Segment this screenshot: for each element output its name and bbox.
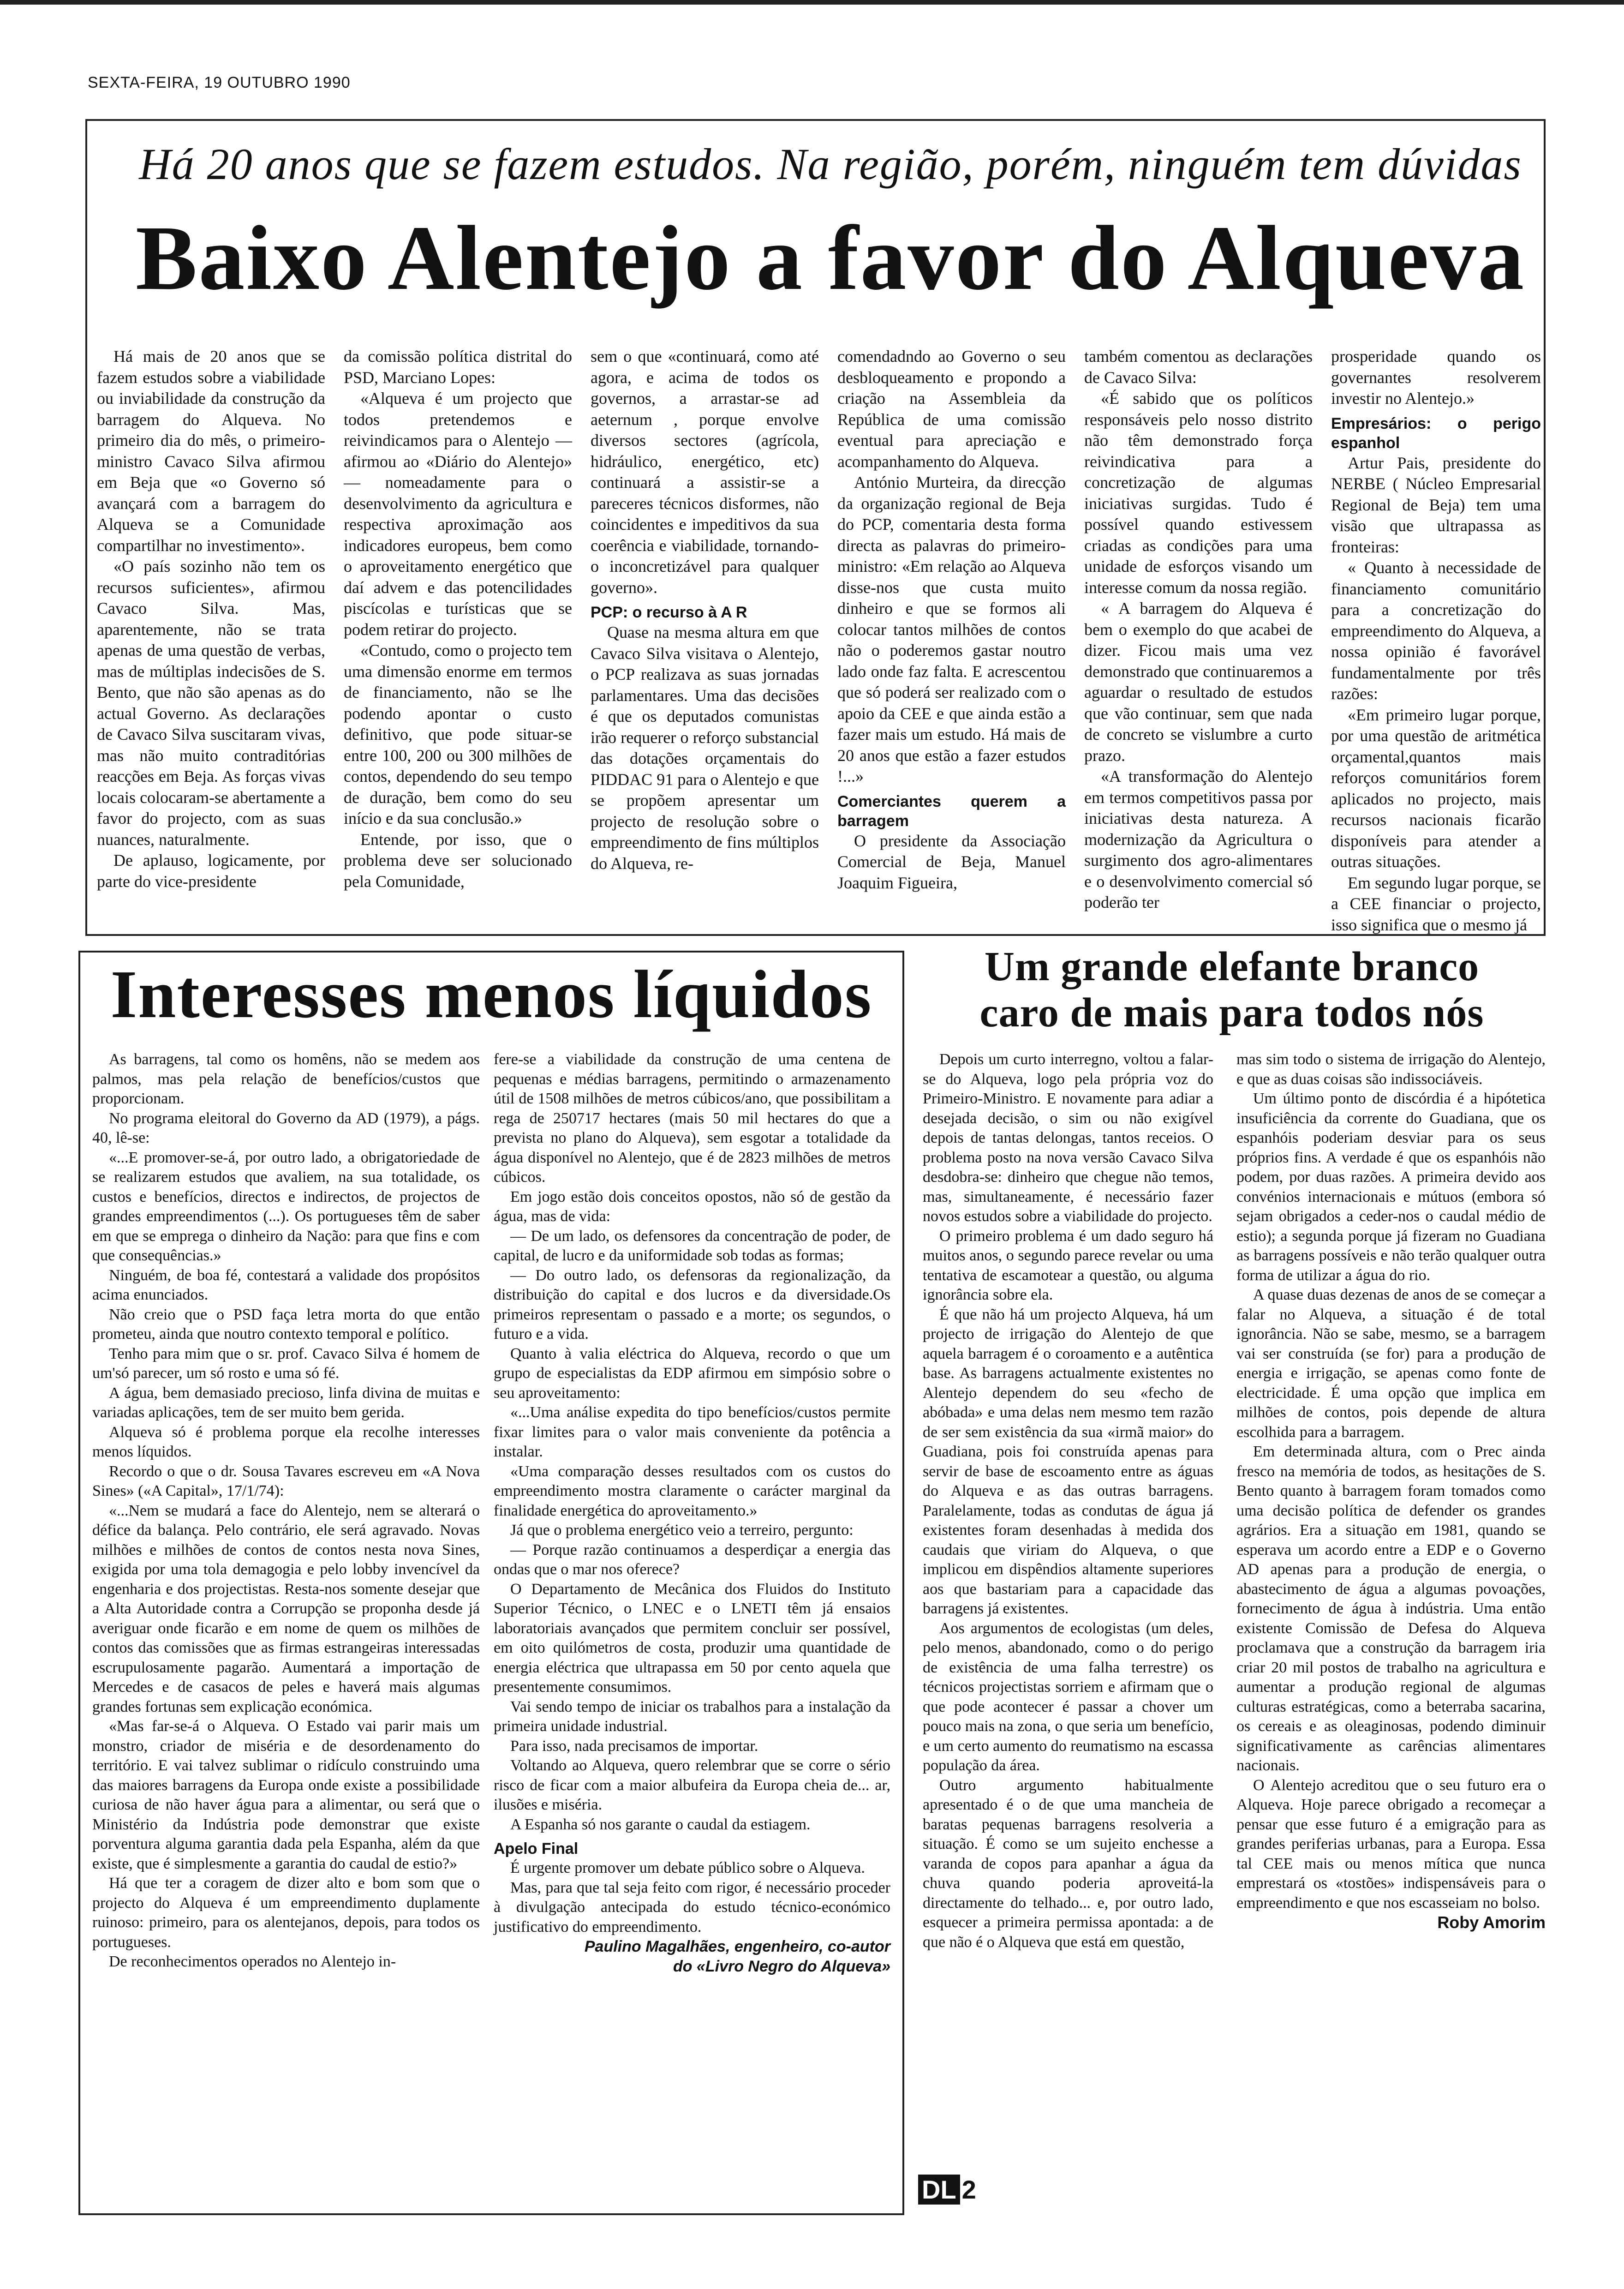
paragraph: também comentou as declarações de Cavaco Silva: — [1084, 347, 1313, 387]
paragraph: «É sabido que os políticos responsáveis pelo nosso distrito não têm demonstrado força reivindicativa para a concretização de algumas iniciativas surgidas. Tudo é possível quando estivessem criadas as condições para uma unidade de esforços visando um interesse comum da nossa região. — [1084, 389, 1313, 597]
story3-title-line-2: caro de mais para todos nós — [979, 990, 1484, 1036]
paragraph: sem o que «continuará, como até agora, e acima de todos os governos, a arrastar-se ad aeternum , porque envolve diversos sectores (agrícola, hidráulico, energético, etc) continuará a assistir-se a pareceres técnicos disformes, não coincidentes e impeditivos da sua coerência e viabilidade, tornando-o inconcretizável para qualquer governo». — [591, 347, 819, 597]
paragraph: «Mas far-se-á o Alqueva. O Estado vai parir mais um monstro, criador de miséria e de desordenamento do território. E vai talvez sublimar o ridículo construindo uma das maiores barragens da Europa onde existe a possibilidade curiosa de não haver água para a alimentar, ou será que o Ministério da Indústria pode demonstrar que existe porventura alguma garantia dada pela Espanha, além da que existe, que é simplesmente a garantia do caudal de estio?» — [92, 1718, 480, 1872]
paragraph: «Contudo, como o projecto tem uma dimensão enorme em termos de financiamento, não se lhe podendo apontar o custo definitivo, que pode situar-se entre 100, 200 ou 300 milhões de contos, dependendo do seu tempo de duração, bem como do seu início e da sua conclusão.» — [344, 641, 572, 827]
paragraph: Vai sendo tempo de iniciar os trabalhos para a instalação da primeira unidade industrial. — [494, 1698, 890, 1735]
paragraph: Um último ponto de discórdia é a hipótetica insuficiência da corrente do Guadiana, que os espanhóis poderiam desviar para os seus próprios fins. A verdade é que os espanhóis não podem, por duas razões. A primeira devido aos convénios internacionais e mútuos (embora só sejam obrigados a ceder-nos o caudal médio de estio); a segunda porque já fizeram no Guadiana as barragens possíveis e não terão qualquer outra forma de utilizar a água do rio. — [1236, 1090, 1546, 1284]
top-rule — [0, 0, 1624, 5]
paragraph: De reconhecimentos operados no Alentejo in- — [109, 1953, 396, 1970]
paragraph: Outro argumento habitualmente apresentado é o de que uma mancheia de baratas pequenas barragens resolveria a situação. É como se um sujeito enchesse a varanda de copos para apanhar a água da chuva quando poderia aproveitá-la directamente do telhado... e, por outro lado, esquecer a primeira permissa apontada: a de que não é o Alqueva que está em questão, — [923, 1776, 1213, 1951]
paragraph: «Uma comparação desses resultados com os custos do empreendimento mostra claramente o carácter marginal da finalidade energética do aproveitamento.» — [494, 1462, 890, 1519]
paragraph: Para isso, nada precisamos de importar. — [510, 1737, 758, 1755]
paragraph: fere-se a viabilidade da construção de uma centena de pequenas e médias barragens, permitindo o armazenamento útil de 1508 milhões de metros cúbicos/ano, que possibilitam a rega de 250717 hectares (mais 50 mil hectares do que a prevista no plano do Alqueva), sem esgotar a totalidade da água disponível no Alentejo, que é de 2823 milhões de metros cúbicos. — [494, 1051, 890, 1186]
paragraph: « A barragem do Alqueva é bem o exemplo do que acabei de dizer. Ficou mais uma vez demonstrado que continuaremos a aguardar o resultado de estudos que vão continuar, sem que nada de concreto se vislumbre a curto prazo. — [1084, 599, 1313, 765]
paragraph: Ninguém, de boa fé, contestará a validade dos propósitos acima enunciados. — [92, 1266, 480, 1303]
main-col-1 — [97, 346, 325, 892]
paragraph: — Porque razão continuamos a desperdiçar a energia das ondas que o mar nos oferece? — [494, 1541, 890, 1578]
main-col-6 — [1331, 346, 1541, 935]
paragraph: O Alentejo acreditou que o seu futuro era o Alqueva. Hoje parece obrigado a recomeçar a pensar que esse futuro é a emigração para as grandes periferias urbanas, para a Europa. Essa tal CEE mais ou menos mítica que nunca emprestará os «tostões» indispensáveis para o empreendimento e que nos escasseiam no bolso. — [1236, 1776, 1546, 1911]
main-headline: Baixo Alentejo a favor do Alqueva — [135, 207, 1526, 309]
paragraph: prosperidade quando os governantes resolverem investir no Alentejo.» — [1331, 347, 1541, 407]
story2-col-2 — [494, 1050, 890, 1976]
main-col-3 — [591, 346, 819, 874]
paragraph: Já que o problema energético veio a terreiro, pergunto: — [510, 1522, 854, 1539]
paragraph: «...Nem se mudará a face do Alentejo, nem se alterará o défice da balança. Pelo contrário, ele será agravado. Novas milhões e milhões de contos de contos nesta nova Sines, exigida por uma tola demagogia e pelo lobby invencível da engenharia e dos projectistas. Resta-nos somente desejar que a Alta Autoridade contra a Corrupção se proponha desde já averiguar onde ficarão e em nome de quem os milhões de contos das comissões que as firmas estrangeiras interessadas escrupulosamente pagarão. Aumentará a importação de Mercedes e de casacos de peles e haverá mais algumas grandes fortunas sem explicação económica. — [92, 1502, 480, 1715]
page-number: 2 — [961, 2175, 976, 2204]
paragraph: «Alqueva é um projecto que todos pretendemos e reivindicamos para o Alentejo — afirmou ao «Diário do Alentejo» — nomeadamente para o desenvolvimento da agricultura e respectiva aproximação aos indicadores europeus, bem como o aproveitamento energético que daí advem e das potencilidades piscícolas e turísticas que se podem retirar do projecto. — [344, 389, 572, 639]
paragraph: «...Uma análise expedita do tipo benefícios/custos permite fixar limites para o valor mais conveniente da potência a instalar. — [494, 1404, 890, 1460]
paragraph: A quase duas dezenas de anos de se começar a falar no Alqueva, a situação é de total ignorância. Não se sabe, mesmo, se a barragem vai ser construída (se for) para a produção de energia e irrigação, se apenas como fonte de electricidade. É uma opção que implica em milhões de contos, pois depende de altura escolhida para a barragem. — [1236, 1286, 1546, 1441]
paragraph: «Em primeiro lugar porque, por uma questão de aritmética orçamental,quantos mais reforços comunitários forem aplicados no projecto, mais recursos nacionais ficarão disponíveis para atender a outras situações. — [1331, 705, 1541, 871]
paragraph: Alqueva só é problema porque ela recolhe interesses menos líquidos. — [92, 1423, 480, 1460]
paragraph: « Quanto à necessidade de financiamento comunitário para a concretização do empreendimento do Alqueva, a nossa opinião é favorável fundamentalmente por três razões: — [1331, 558, 1541, 703]
subhead-pcp: PCP: o recurso à A R — [591, 604, 747, 621]
paragraph: — De um lado, os defensores da concentração de poder, de capital, de lucro e da uniformidade sob todas as formas; — [494, 1227, 890, 1264]
subhead-apelo-final: Apelo Final — [494, 1840, 579, 1858]
paragraph: Há que ter a coragem de dizer alto e bom som que o projecto do Alqueva é um empreendimento duplamente ruinoso: primeiro, para os alentejanos, depois, para todos os portugueses. — [92, 1875, 480, 1951]
newspaper-logo — [918, 2175, 976, 2205]
paragraph: «O país sozinho não tem os recursos suficientes», afirmou Cavaco Silva. Mas, aparentemente, não se trata apenas de uma questão de verbas, mas de múltiplas indecisões de S. Bento, que não são apenas as do actual Governo. As declarações de Cavaco Silva suscitaram vivas, mas não muito contraditórias reacções em Beja. As forças vivas locais colocaram-se abertamente a favor do projecto, com as suas nuances, naturalmente. — [97, 557, 325, 849]
paragraph: Não creio que o PSD faça letra morta do que então prometeu, ainda que noutro contexto temporal e político. — [92, 1306, 480, 1342]
paragraph: É urgente promover um debate público sobre o Alqueva. — [510, 1859, 865, 1876]
paragraph: mas sim todo o sistema de irrigação do Alentejo, e que as duas coisas são indissociáveis. — [1236, 1051, 1546, 1088]
paragraph: Em jogo estão dois conceitos opostos, não só de gestão da água, mas de vida: — [494, 1188, 890, 1225]
paragraph: — Do outro lado, os defensoras da regionalização, da distribuição do capital e dos lucros e da diversidade.Os primeiros representam o passado e a morte; os segundos, o futuro e a vida. — [494, 1266, 890, 1342]
paragraph: Em segundo lugar porque, se a CEE financiar o projecto, isso significa que o mesmo já — [1331, 873, 1541, 934]
paragraph: «A transformação do Alentejo em termos competitivos passa por iniciativas desta natureza. A modernização da Agricultura o surgimento dos agro-alimentares e o desenvolvimento comercial só poderão ter — [1084, 767, 1313, 911]
main-col-5 — [1084, 346, 1313, 913]
paragraph: A Espanha só nos garante o caudal da estiagem. — [510, 1816, 811, 1833]
subhead-empresarios: Empresários: o perigo espanhol — [1331, 414, 1541, 452]
paragraph: comendadndo ao Governo o seu desbloqueamento e propondo a criação na Assembleia da República de uma comissão eventual para apreciação e acompanhamento do Alqueva. — [837, 347, 1066, 471]
paragraph: Artur Pais, presidente do NERBE ( Núcleo Empresarial Regional de Beja) tem uma visão que ultrapassa as fronteiras: — [1331, 453, 1541, 556]
main-col-2 — [344, 346, 572, 892]
paragraph: O primeiro problema é um dado seguro há muitos anos, o segundo parece revelar ou uma tentativa de escamotear a questão, ou alguma ignorância sobre ela. — [923, 1227, 1213, 1303]
paragraph: As barragens, tal como os homêns, não se medem aos palmos, mas pela relação de benefícios/custos que proporcionam. — [92, 1051, 480, 1107]
paragraph: A água, bem demasiado precioso, linfa divina de muitas e variadas aplicações, tem de ser muito bem gerida. — [92, 1384, 480, 1421]
signature-line-2: do «Livro Negro do Alqueva» — [673, 1957, 890, 1975]
paragraph: Tenho para mim que o sr. prof. Cavaco Silva é homem de um'só parecer, um só rosto e uma só fé. — [92, 1345, 480, 1382]
paragraph: Depois um curto interregno, voltou a falar-se do Alqueva, logo pela própria voz do Primeiro-Ministro. E novamente para adiar a desejada decisão, o sim ou não exigível depois de tantas delongas, tantos receios. O problema posto na nova versão Cavaco Silva desdobra-se: dinheiro que chegue não temos, mas, simultaneamente, é necessário fazer novos estudos sobre a viabilidade do projecto. — [923, 1051, 1213, 1225]
paragraph: O Departamento de Mecânica dos Fluidos do Instituto Superior Técnico, o LNEC e o LNETI têm já ensaios laboratoriais avançados que permitem concluir ser possível, em oito quilómetros de costa, produzir uma quantidade de energia eléctrica que ultrapassa em 50 por cento aquela que presentemente consumimos. — [494, 1580, 890, 1696]
signature-line-1: Paulino Magalhães, engenheiro, co-autor — [584, 1938, 890, 1955]
main-col-4 — [837, 346, 1066, 893]
dateline: SEXTA-FEIRA, 19 OUTUBRO 1990 — [88, 74, 351, 91]
story3-col-2 — [1236, 1050, 1546, 1933]
story3-title — [918, 944, 1546, 1036]
paragraph: Voltando ao Alqueva, quero relembrar que se corre o sério risco de ficar com a maior albufeira da Europa cheia de... ar, ilusões e miséria. — [494, 1757, 890, 1813]
logo-mark: DL — [918, 2175, 960, 2205]
byline: Roby Amorim — [1437, 1913, 1546, 1932]
paragraph: António Murteira, da direcção da organização regional de Beja do PCP, comentaria desta forma directa as palavras do primeiro-ministro: «Em relação ao Alqueva disse-nos que custa muito dinheiro e que se formos ali colocar tantos milhões de contos não o poderemos gastar noutro lado onde faz falta. E acrescentou que só poderá ser realizado com o apoio da CEE e que ainda estão a fazer mais um estudo. Há mais de 20 anos que estão a fazer estudos !...» — [837, 473, 1066, 785]
story2-col-1 — [92, 1050, 480, 1972]
paragraph: Quase na mesma altura em que Cavaco Silva visitava o Alentejo, o PCP realizava as suas jornadas parlamentares. Uma das decisões é que os deputados comunistas irão requerer o reforço substancial das dotações orçamentais do PIDDAC 91 para o Alentejo e que se propõem apresentar um projecto de resolução sobre o empreendimento de fins múltiplos do Alqueva, re- — [591, 623, 819, 873]
paragraph: Há mais de 20 anos que se fazem estudos sobre a viabilidade ou inviabilidade da construção da barragem do Alqueva. No primeiro dia do mês, o primeiro-ministro Cavaco Silva afirmou em Beja que «o Governo só avançará com a barragem do Alqueva se a Comunidade compartilhar no investimento». — [97, 347, 325, 555]
main-kicker: Há 20 anos que se fazem estudos. Na região, porém, ninguém tem dúvidas — [139, 139, 1522, 189]
paragraph: O presidente da Associação Comercial de Beja, Manuel Joaquim Figueira, — [837, 831, 1066, 892]
paragraph: É que não há um projecto Alqueva, há um projecto de irrigação do Alentejo de que aquela barragem é o coroamento e a autêntica base. As barragens actualmente existentes no Alentejo dependem do seu «fecho de abóbada» e uma delas nem mesmo tem razão de ser sem existência da sua «irmã maior» do Guadiana, pois foi construída apenas para servir de base de escoamento entre as águas do Alqueva e as das outras barragens. Paralelamente, todas as condutas de água já existentes foram desenhadas à medida dos caudais que viriam do Alqueva, o que implicou em dispêndios altamente superiores aos que bastariam para a capacidade das barragens já existentes. — [923, 1306, 1213, 1617]
story2-title: Interesses menos líquidos — [110, 957, 872, 1032]
paragraph: De aplauso, logicamente, por parte do vice-presidente — [97, 851, 325, 891]
paragraph: Mas, para que tal seja feito com rigor, é necessário proceder à divulgação antecipada do estudo técnico-económico justificativo do empreendimento. — [494, 1879, 890, 1935]
paragraph: Em determinada altura, com o Prec ainda fresco na memória de todos, as hesitações de S. Bento quanto à barragem foram tomados como uma decisão política de defender os grandes agrários. Era a situação em 1981, quando se esperava um acordo entre a EDP e o Governo AD apenas para a produção de energia, o abastecimento de água a algumas povoações, fornecimento de água à indústria. Uma então existente Comissão de Defesa do Alqueva proclamava que a construção da barragem iria criar 20 mil postos de trabalho na agricultura e aumentar a produção regional de algumas culturas estratégicas, como a beterraba sacarina, os cereais e as oleaginosas, podendo diminuir significativamente as carências alimentares nacionais. — [1236, 1443, 1546, 1774]
paragraph: Aos argumentos de ecologistas (um deles, pelo menos, abandonado, como o do perigo de existência de uma falha terrestre) os técnicos projectistas sorriem e afirmam que o que pode acontecer é passar a chover um pouco mais na zona, o que seria um benefício, e um certo aumento do reumatismo na escassa população da área. — [923, 1619, 1213, 1774]
paragraph: No programa eleitoral do Governo da AD (1979), a págs. 40, lê-se: — [92, 1109, 480, 1146]
paragraph: «...E promover-se-á, por outro lado, a obrigatoriedade de se realizarem estudos que avaliem, na sua totalidade, os custos e benefícios, directos e indirectos, de projectos de grandes empreendimentos (...). Os portugueses têm de saber em que se emprega o dinheiro da Nação: para que fins e com que consequências.» — [92, 1149, 480, 1264]
paragraph: Quanto à valia eléctrica do Alqueva, recordo o que um grupo de especialistas da EDP afirmou em simpósio sobre o seu aproveitamento: — [494, 1345, 890, 1402]
story3-col-1 — [923, 1050, 1213, 1952]
subhead-comerciantes: Comerciantes querem a barragem — [837, 792, 1066, 830]
paragraph: da comissão política distrital do PSD, Marciano Lopes: — [344, 347, 572, 387]
story3-title-line-1: Um grande elefante branco — [984, 944, 1480, 989]
paragraph: Entende, por isso, que o problema deve ser solucionado pela Comunidade, — [344, 830, 572, 891]
paragraph: Recordo o que o dr. Sousa Tavares escreveu em «A Nova Sines» («A Capital», 17/1/74): — [92, 1462, 480, 1499]
